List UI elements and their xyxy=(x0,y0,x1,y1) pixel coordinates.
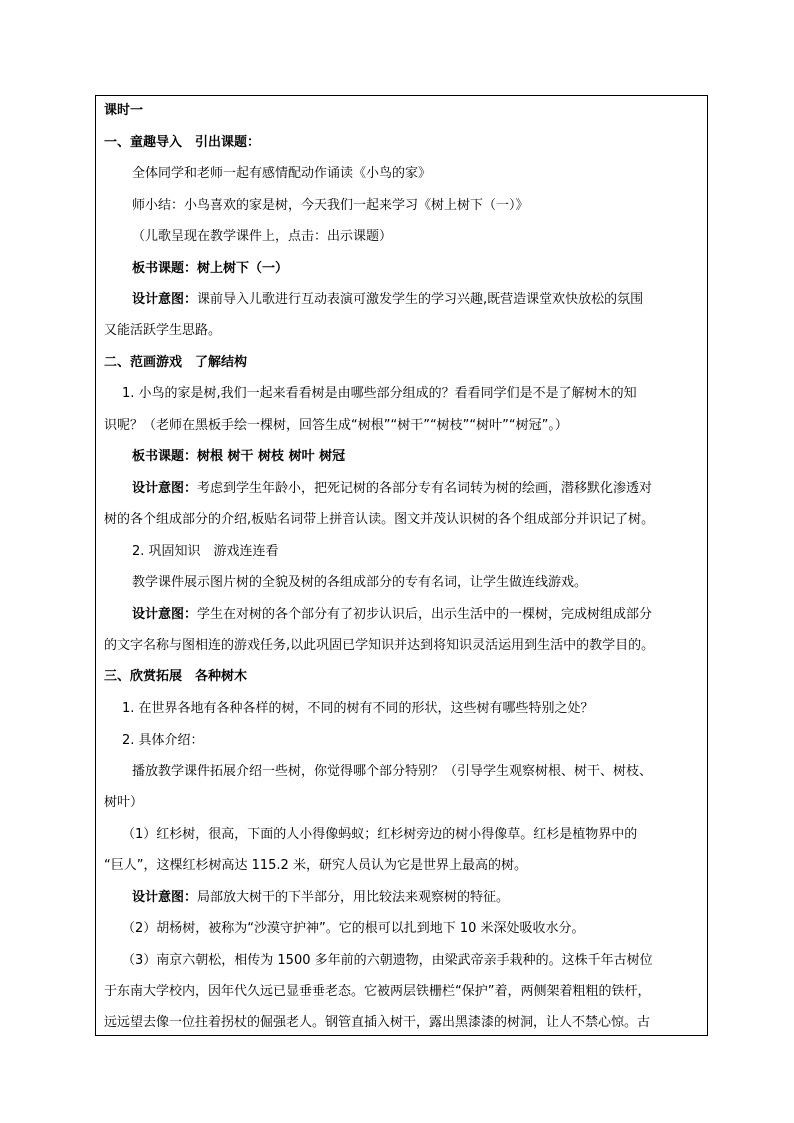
paragraph-text: 学生在对树的各个部分有了初步认识后，出示生活中的一棵树，完成树组成部分 xyxy=(197,607,653,622)
paragraph-continuation: 又能活跃学生思路。 xyxy=(104,323,222,338)
paragraph-continuation: 于东南大学校内，因年代久远已显垂垂老态。它被两层铁栅栏“保护”着，两侧架着粗粗的铁杆， xyxy=(104,984,651,999)
paragraph-continuation: 树叶） xyxy=(104,795,144,810)
design-intent-label: 设计意图： xyxy=(132,890,198,905)
board-title: 板书课题：树上树下（一） xyxy=(132,261,289,276)
design-intent-label: 设计意图： xyxy=(132,607,198,622)
section-title-2: 二、范画游戏 了解结构 xyxy=(104,355,248,370)
paragraph-continuation: 远远望去像一位拄着拐杖的倔强老人。钢管直插入树干，露出黑漆漆的树洞，让人不禁心惊。古 xyxy=(104,1015,651,1030)
paragraph: 教学课件展示图片树的全貌及树的各组成部分的专有名词，让学生做连线游戏。 xyxy=(132,575,588,590)
paragraph-continuation: 树的各个组成部分的介绍,板贴名词带上拼音认读。图文并茂认识树的各个组成部分并识记了树。 xyxy=(104,512,655,527)
paragraph: （儿歌呈现在教学课件上，点击：出示课题） xyxy=(132,229,393,244)
design-intent-label: 设计意图： xyxy=(132,292,198,307)
paragraph: 1. 在世界各地有各种各样的树，不同的树有不同的形状，这些树有哪些特别之处？ xyxy=(122,701,594,716)
section-title-3: 三、欣赏拓展 各种树木 xyxy=(104,669,248,684)
design-intent-label: 设计意图： xyxy=(132,481,198,496)
paragraph: 师小结：小鸟喜欢的家是树，今天我们一起来学习《树上树下（一）》 xyxy=(132,198,529,213)
paragraph-text: 局部放大树干的下半部分，用比较法来观察树的特征。 xyxy=(197,890,510,905)
lesson-heading: 课时一 xyxy=(104,103,144,118)
paragraph: （1）红杉树，很高，下面的人小得像蚂蚁；红杉树旁边的树小得像草。红杉是植物界中的 xyxy=(122,827,638,842)
paragraph: （2）胡杨树，被称为“沙漠守护神”。它的根可以扎到地下 10 米深处吸收水分。 xyxy=(122,921,585,936)
paragraph-continuation: 识呢？（老师在黑板手绘一棵树，回答生成“树根”“树干”“树枝”“树叶”“树冠”。） xyxy=(104,418,568,433)
paragraph-text: 课前导入儿歌进行互动表演可激发学生的学习兴趣,既营造课堂欢快放松的氛围 xyxy=(197,292,644,307)
paragraph: 1. 小鸟的家是树,我们一起来看看树是由哪些部分组成的？看看同学们是不是了解树木的知 xyxy=(122,386,637,401)
paragraph: （3）南京六朝松，相传为 1500 多年前的六朝遗物，由梁武帝亲手栽种的。这株千年古树位 xyxy=(122,953,653,968)
paragraph: 2. 具体介绍： xyxy=(122,733,204,748)
paragraph: 2. 巩固知识 游戏连连看 xyxy=(132,544,279,559)
paragraph: 全体同学和老师一起有感情配动作诵读《小鸟的家》 xyxy=(132,166,432,181)
paragraph: 播放教学课件拓展介绍一些树，你觉得哪个部分特别？（引导学生观察树根、树干、树枝、 xyxy=(132,764,653,779)
paragraph-text: 考虑到学生年龄小，把死记树的各部分专有名词转为树的绘画，潜移默化渗透对 xyxy=(197,481,653,496)
design-intent-paragraph xyxy=(132,292,643,308)
design-intent-paragraph xyxy=(132,890,509,906)
section-title-1: 一、童趣导入 引出课题： xyxy=(104,135,261,150)
paragraph-continuation: “巨人”，这棵红杉树高达 115.2 米，研究人员认为它是世界上最高的树。 xyxy=(104,858,527,873)
board-title: 板书课题：树根 树干 树枝 树叶 树冠 xyxy=(132,449,346,464)
paragraph-continuation: 的文字名称与图相连的游戏任务,以此巩固已学知识并达到将知识灵活运用到生活中的教学目的。 xyxy=(104,638,655,653)
design-intent-paragraph xyxy=(132,607,652,623)
design-intent-paragraph xyxy=(132,481,652,497)
